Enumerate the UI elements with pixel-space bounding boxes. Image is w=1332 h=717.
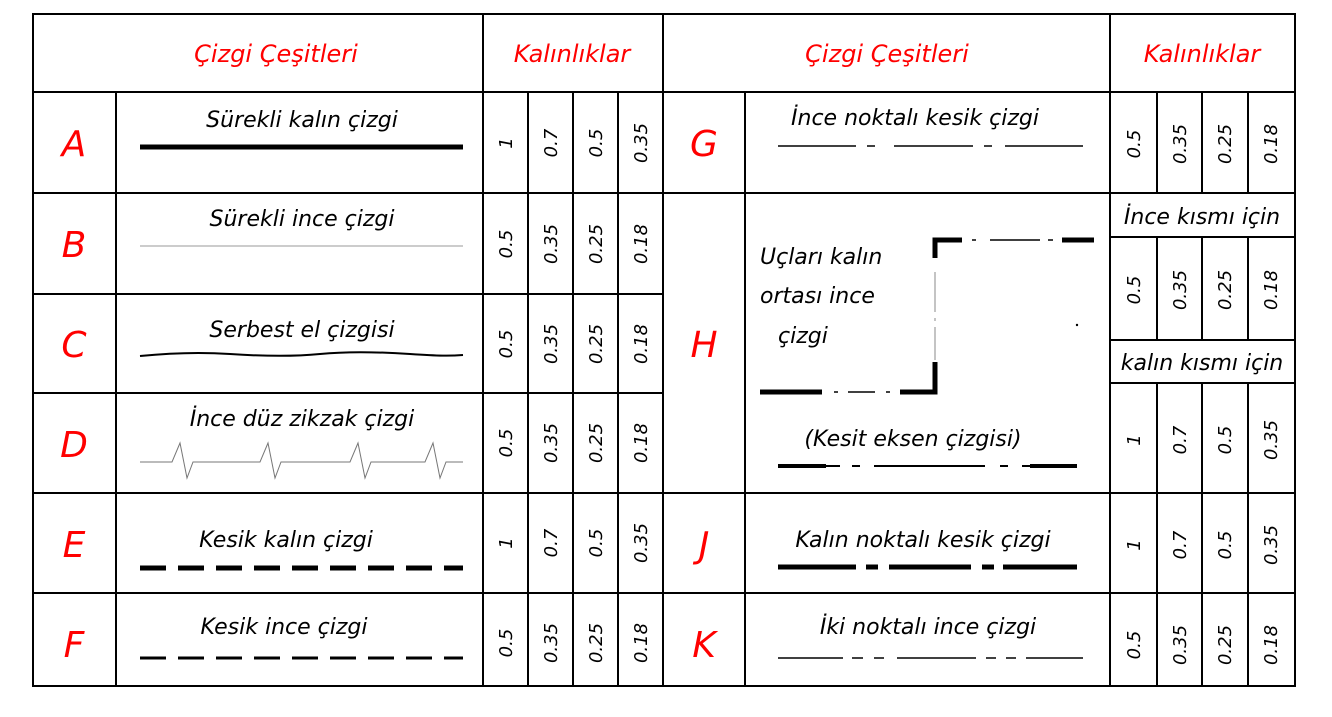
thickness-value: 0.7 xyxy=(541,528,562,558)
thickness-value: 0.35 xyxy=(1261,419,1282,461)
thickness-value: 0.7 xyxy=(1170,425,1191,455)
thickness-value: 0.5 xyxy=(1215,530,1236,560)
thickness-value: 0.5 xyxy=(586,128,607,158)
thickness-value: 0.25 xyxy=(586,622,607,664)
thickness-value: 0.35 xyxy=(1170,269,1191,311)
row-letter-j: J xyxy=(698,525,710,566)
thickness-value: 1 xyxy=(1124,434,1145,446)
sample-zigzag xyxy=(140,443,463,478)
line-name-j: Kalın noktalı kesik çizgi xyxy=(795,528,1051,553)
thickness-value: 0.35 xyxy=(1170,624,1191,666)
thickness-value: 0.5 xyxy=(496,628,517,658)
thickness-value: 0.35 xyxy=(631,122,652,164)
line-name-h-3: çizgi xyxy=(778,324,828,349)
thickness-value: 0.25 xyxy=(586,422,607,464)
line-name-k: İki noktalı ince çizgi xyxy=(819,615,1037,640)
thickness-value: 0.18 xyxy=(631,422,652,464)
line-name-h-subtitle: (Kesit eksen çizgisi) xyxy=(804,427,1022,452)
thickness-value: 0.5 xyxy=(1124,630,1145,660)
thickness-value: 0.35 xyxy=(541,223,562,265)
thickness-value: 0.18 xyxy=(1261,624,1282,666)
thickness-value: 0.5 xyxy=(586,528,607,558)
thickness-value: 0.25 xyxy=(586,223,607,265)
thickness-value: 0.25 xyxy=(1215,269,1236,311)
row-letter-e: E xyxy=(62,525,86,566)
thick-part-label: kalın kısmı için xyxy=(1120,351,1284,376)
thickness-value: 0.5 xyxy=(1124,275,1145,305)
thickness-value: 0.18 xyxy=(631,323,652,365)
line-name-g: İnce noktalı kesik çizgi xyxy=(791,106,1039,131)
line-name-d: İnce düz zikzak çizgi xyxy=(189,407,415,432)
thickness-value: 1 xyxy=(496,137,517,149)
thickness-value: 0.7 xyxy=(1170,530,1191,560)
thickness-value: 0.35 xyxy=(1261,524,1282,566)
line-name-b: Sürekli ince çizgi xyxy=(209,207,395,232)
line-name-h-2: ortası ince xyxy=(760,284,875,309)
line-name-a: Sürekli kalın çizgi xyxy=(206,108,398,133)
row-letter-f: F xyxy=(63,625,85,666)
thickness-value: 0.35 xyxy=(1170,123,1191,165)
thickness-value: 0.5 xyxy=(1124,129,1145,159)
line-name-h-1: Uçları kalın xyxy=(760,245,883,270)
row-letter-h: H xyxy=(690,325,718,366)
row-letter-g: G xyxy=(690,124,718,165)
thickness-value: 0.35 xyxy=(541,323,562,365)
row-letter-a: A xyxy=(61,124,87,165)
thickness-value: 0.18 xyxy=(631,223,652,265)
thickness-value: 0.25 xyxy=(1215,123,1236,165)
thickness-value: 1 xyxy=(496,537,517,549)
thickness-value: 0.25 xyxy=(586,323,607,365)
thickness-value: 0.5 xyxy=(1215,425,1236,455)
thickness-value: 0.5 xyxy=(496,229,517,259)
thickness-value: 0.7 xyxy=(541,128,562,158)
row-letter-k: K xyxy=(692,625,716,666)
thickness-value: 1 xyxy=(1124,539,1145,551)
thickness-value: 0.5 xyxy=(496,428,517,458)
header-thickness-right: Kalınlıklar xyxy=(1143,40,1261,68)
header-line-types-right: Çizgi Çeşitleri xyxy=(805,40,969,68)
sample-freehand xyxy=(140,352,463,356)
thickness-value: 0.5 xyxy=(496,329,517,359)
line-name-f: Kesik ince çizgi xyxy=(200,615,368,640)
header-thickness-left: Kalınlıklar xyxy=(513,40,631,68)
line-name-e: Kesik kalın çizgi xyxy=(199,528,373,553)
thin-part-label: İnce kısmı için xyxy=(1123,205,1281,230)
thickness-value: 0.35 xyxy=(541,622,562,664)
thickness-value: 0.18 xyxy=(631,622,652,664)
row-letter-b: B xyxy=(61,225,87,266)
thickness-value: 0.18 xyxy=(1261,269,1282,311)
line-name-c: Serbest el çizgisi xyxy=(209,318,395,343)
thickness-value: 0.35 xyxy=(541,422,562,464)
row-letter-c: C xyxy=(61,325,87,366)
thickness-value: 0.18 xyxy=(1261,123,1282,165)
thickness-value: 0.35 xyxy=(631,522,652,564)
row-letter-d: D xyxy=(60,425,88,466)
thickness-value: 0.25 xyxy=(1215,624,1236,666)
header-line-types-left: Çizgi Çeşitleri xyxy=(194,40,358,68)
